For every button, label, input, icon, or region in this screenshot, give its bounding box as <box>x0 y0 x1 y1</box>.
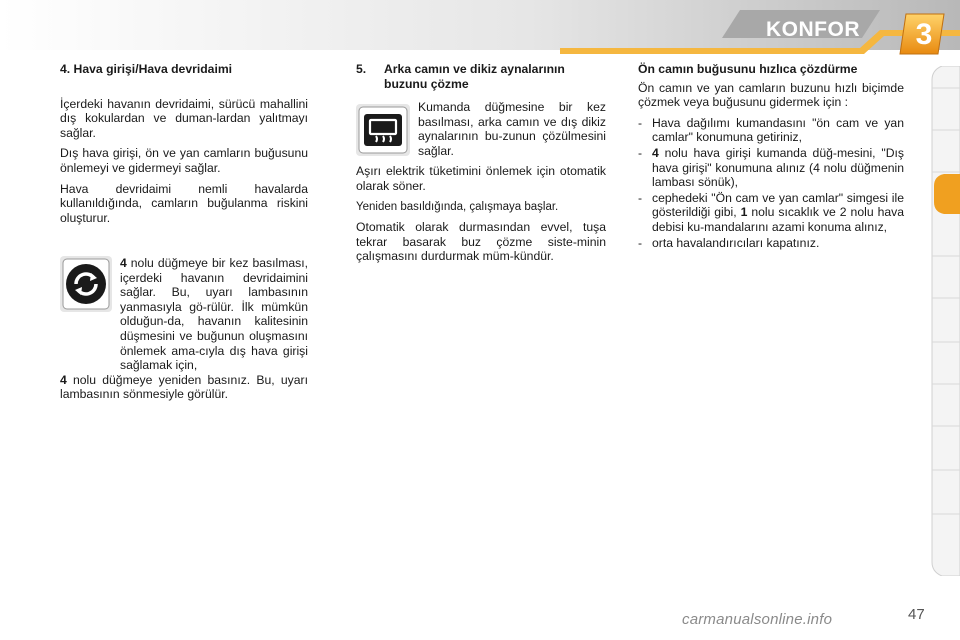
section-4-detail-top <box>120 256 308 373</box>
section-5-intro: Kumanda düğmesine bir kez basılması, arka camın ve dış dikiz aynalarının bu-zunun çözülmesini sağlar. <box>418 100 606 158</box>
list-item: - orta havalandırıcıları kapatınız. <box>638 235 820 250</box>
section-5-body <box>356 100 606 270</box>
section-4-para3: Hava devridaimi nemli havalarda kullanıldığında, camların buğulanma riskini oluşturur. <box>60 181 308 225</box>
section-front-intro: Ön camın ve yan camların buzunu hızlı biçimde çözmek veya buğusunu gidermek için : <box>638 80 904 110</box>
section-front-list <box>638 116 904 250</box>
section-5-title <box>356 62 606 91</box>
page-number: 47 <box>908 606 925 623</box>
section-4-detail-text1: nolu düğmeye bir kez basılması, içerdeki havanın devridaimini sağlar. Bu, uyarı lambasının yanmasıyla gö-rülür. İlk mümkün olduğun-da, havanın kalitesinin düşmesini ve buğunun oluşmasını önlemek ama-cıyla dış hava girişi sağlamak için, <box>120 256 308 373</box>
chapter-number: 3 <box>915 18 933 51</box>
button-4-ref: 4 <box>120 256 127 270</box>
section-4-detail-bottom <box>60 373 308 402</box>
list-item: - cephedeki "Ön cam ve yan camlar" simgesi ile gösterildiği gibi, 1 nolu sıcaklık ve 2 nolu hava debisi ku-mandalarını azami konuma alınız, <box>638 190 904 234</box>
section-5-para2: Yeniden basıldığında, çalışmaya başlar. <box>356 200 559 213</box>
list-item: - 4 nolu hava girişi kumanda düğ-mesini, "Dış hava girişi" konumuna alınız (4 nolu düğmenin lambası sönük), <box>638 145 904 190</box>
list-item: - Hava dağılımı kumandasını "ön cam ve yan camlar" konumuna getiriniz, <box>638 115 904 145</box>
chapter-title: KONFOR <box>766 18 860 41</box>
section-5 <box>356 62 606 91</box>
chapter-tabs <box>928 66 960 576</box>
section-5-title-text: Arka camın ve dikiz aynalarının buzunu çözme <box>384 62 565 91</box>
section-front-title: Ön camın buğusunu hızlıca çözdürme <box>638 62 858 76</box>
section-4-detail <box>60 256 308 408</box>
section-4-para2: Dış hava girişi, ön ve yan camların buğusunu önlemeyi ve gidermeyi sağlar. <box>60 146 308 175</box>
section-4-para1: İçerdeki havanın devridaimi, sürücü mahallini dış kokulardan ve duman-lardan yalıtmayı sağlar. <box>60 96 308 140</box>
section-front-defog <box>638 62 904 251</box>
section-4-title: 4. Hava girişi/Hava devridaimi <box>60 62 233 76</box>
section-5-para1: Aşırı elektrik tüketimini önlemek için otomatik olarak söner. <box>356 164 606 193</box>
section-4-detail-text2: nolu düğmeye yeniden basınız. Bu, uyarı lambasının sönmesiyle görülür. <box>60 372 308 402</box>
section-5-para3: Otomatik olarak durmasından evvel, tuşa tekrar basarak buz çözme siste-minin çalışmasını durdurmak müm-kündür. <box>356 220 606 264</box>
section-4 <box>60 62 308 231</box>
watermark: carmanualsonline.info <box>682 611 833 628</box>
section-5-number: 5. <box>356 62 367 76</box>
button-4-ref-2: 4 <box>60 372 67 387</box>
